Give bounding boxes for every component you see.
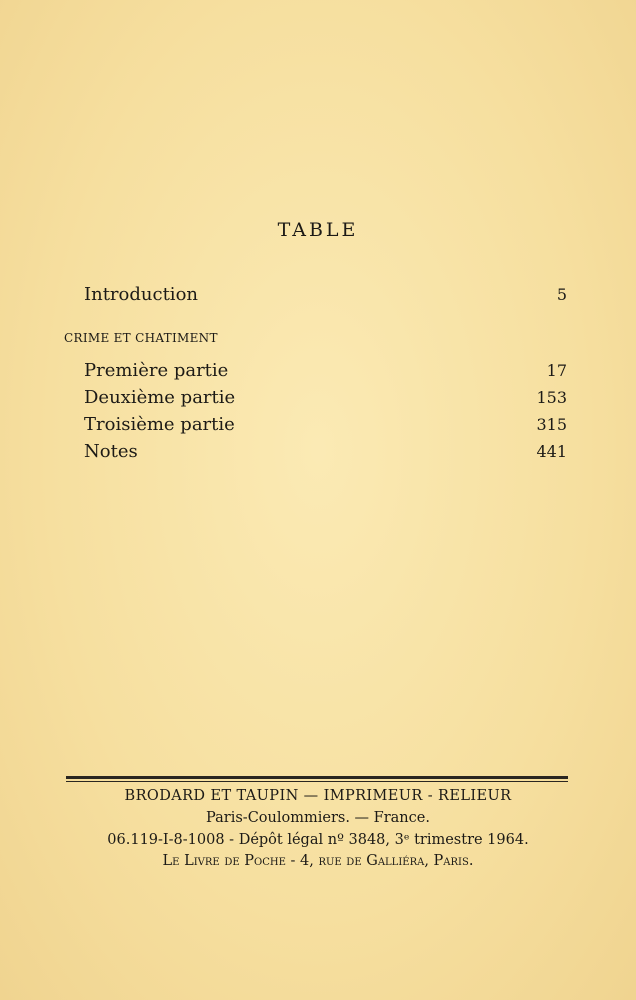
divider-rule (66, 776, 568, 779)
toc-row (84, 414, 567, 435)
toc-page: 441 (536, 442, 567, 461)
table-title: TABLE (277, 219, 359, 241)
imprint-publisher: Le Livre de Poche - 4, rue de Galliéra, Paris. (162, 853, 474, 869)
toc-label: Troisième partie (84, 414, 235, 435)
toc-page: 315 (536, 415, 567, 434)
imprint-legal: 06.119-I-8-1008 - Dépôt légal nº 3848, 3ᵉ trimestre 1964. (107, 832, 529, 848)
toc-label: Première partie (84, 360, 229, 381)
toc-row-introduction (84, 284, 567, 305)
toc-row (84, 441, 567, 462)
toc-label: Introduction (84, 284, 198, 305)
imprint-location: Paris-Coulommiers. — France. (206, 810, 430, 826)
toc-page: 5 (556, 285, 567, 304)
section-heading: CRIME ET CHATIMENT (64, 331, 218, 345)
toc-label: Notes (84, 441, 138, 462)
toc-page: 17 (546, 361, 567, 380)
toc-row (84, 387, 567, 408)
divider-rule-thin (66, 781, 568, 782)
toc-page: 153 (536, 388, 567, 407)
toc-row (84, 360, 567, 381)
toc-label: Deuxième partie (84, 387, 236, 408)
imprint-printer: BRODARD ET TAUPIN — IMPRIMEUR - RELIEUR (124, 788, 512, 804)
